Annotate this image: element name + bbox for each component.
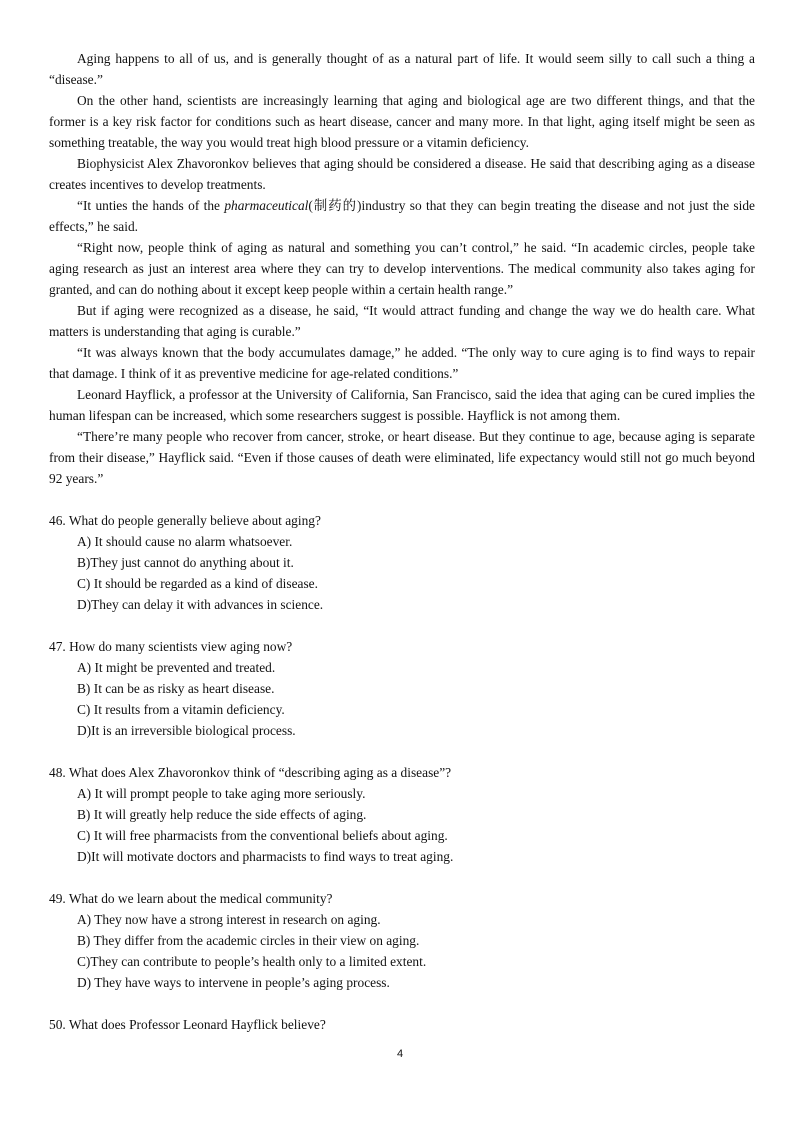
paragraph-text: “It unties the hands of the: [77, 198, 225, 213]
answer-option: C)They can contribute to people’s health only to a limited extent.: [77, 954, 427, 969]
question-49: [49, 888, 755, 993]
answer-option: A) It should cause no alarm whatsoever.: [77, 534, 293, 549]
question-47: [49, 636, 755, 741]
passage-paragraph: “Right now, people think of aging as natural and something you can’t control,” he said. “In academic circles, people take aging research as just an interest area where they can try to develop interventions. The medical community also takes aging for granted, and can do nothing about it except keep people within a certain health range.”: [49, 240, 755, 297]
question-stem: 49. What do we learn about the medical community?: [49, 891, 333, 906]
answer-option: D)It is an irreversible biological process.: [77, 723, 296, 738]
answer-option: D)It will motivate doctors and pharmacists to find ways to treat aging.: [77, 849, 454, 864]
answer-option: B) It can be as risky as heart disease.: [77, 681, 275, 696]
passage-paragraph: But if aging were recognized as a disease, he said, “It would attract funding and change the way we do health care. What matters is understanding that aging is curable.”: [49, 303, 755, 339]
question-stem: 46. What do people generally believe about aging?: [49, 513, 321, 528]
passage-paragraph: “There’re many people who recover from cancer, stroke, or heart disease. But they continue to age, because aging is separate from their disease,” Hayflick said. “Even if those causes of death were eliminated, life expectancy would still not go much beyond 92 years.”: [49, 429, 755, 486]
passage-paragraph: Aging happens to all of us, and is generally thought of as a natural part of life. It would seem silly to call such a thing a “disease.”: [49, 51, 755, 87]
passage-paragraph: On the other hand, scientists are increasingly learning that aging and biological age are two different things, and that the former is a key risk factor for conditions such as heart disease, cancer and many more. In that light, aging itself might be seen as something treatable, the way you would treat high blood pressure or a vitamin deficiency.: [49, 93, 755, 150]
passage-paragraph: Biophysicist Alex Zhavoronkov believes that aging should be considered a disease. He said that describing aging as a disease creates incentives to develop treatments.: [49, 156, 755, 192]
answer-option: B) They differ from the academic circles in their view on aging.: [77, 933, 420, 948]
paragraph-text: (制药的)industry so that they can begin treating the disease and not just the side effects,” he said.: [49, 198, 755, 234]
answer-option: C) It results from a vitamin deficiency.: [77, 702, 285, 717]
question-stem: 50. What does Professor Leonard Hayflick believe?: [49, 1017, 326, 1032]
passage-paragraph: [49, 195, 755, 237]
answer-option: B) It will greatly help reduce the side effects of aging.: [77, 807, 367, 822]
answer-option: C) It will free pharmacists from the conventional beliefs about aging.: [77, 828, 448, 843]
answer-option: D)They can delay it with advances in science.: [77, 597, 324, 612]
passage-paragraph: “It was always known that the body accumulates damage,” he added. “The only way to cure aging is to find ways to repair that damage. I think of it as preventive medicine for age-related conditions.”: [49, 345, 755, 381]
answer-option: B)They just cannot do anything about it.: [77, 555, 294, 570]
answer-option: C) It should be regarded as a kind of disease.: [77, 576, 318, 591]
italic-term: pharmaceutical: [224, 198, 309, 213]
answer-option: A) It might be prevented and treated.: [77, 660, 276, 675]
answer-option: D) They have ways to intervene in people’s aging process.: [77, 975, 390, 990]
question-list: [49, 510, 755, 1056]
question-stem: 48. What does Alex Zhavoronkov think of “describing aging as a disease”?: [49, 765, 452, 780]
answer-option: A) It will prompt people to take aging more seriously.: [77, 786, 366, 801]
page-number: 4: [396, 1048, 404, 1060]
question-48: [49, 762, 755, 867]
question-50: [49, 1014, 755, 1035]
reading-passage: [49, 48, 755, 489]
passage-paragraph: Leonard Hayflick, a professor at the University of California, San Francisco, said the idea that aging can be cured implies the human lifespan can be increased, which some researchers suggest is possible. Hayflick is not among them.: [49, 387, 755, 423]
question-46: [49, 510, 755, 615]
question-stem: 47. How do many scientists view aging now?: [49, 639, 293, 654]
answer-option: A) They now have a strong interest in research on aging.: [77, 912, 381, 927]
